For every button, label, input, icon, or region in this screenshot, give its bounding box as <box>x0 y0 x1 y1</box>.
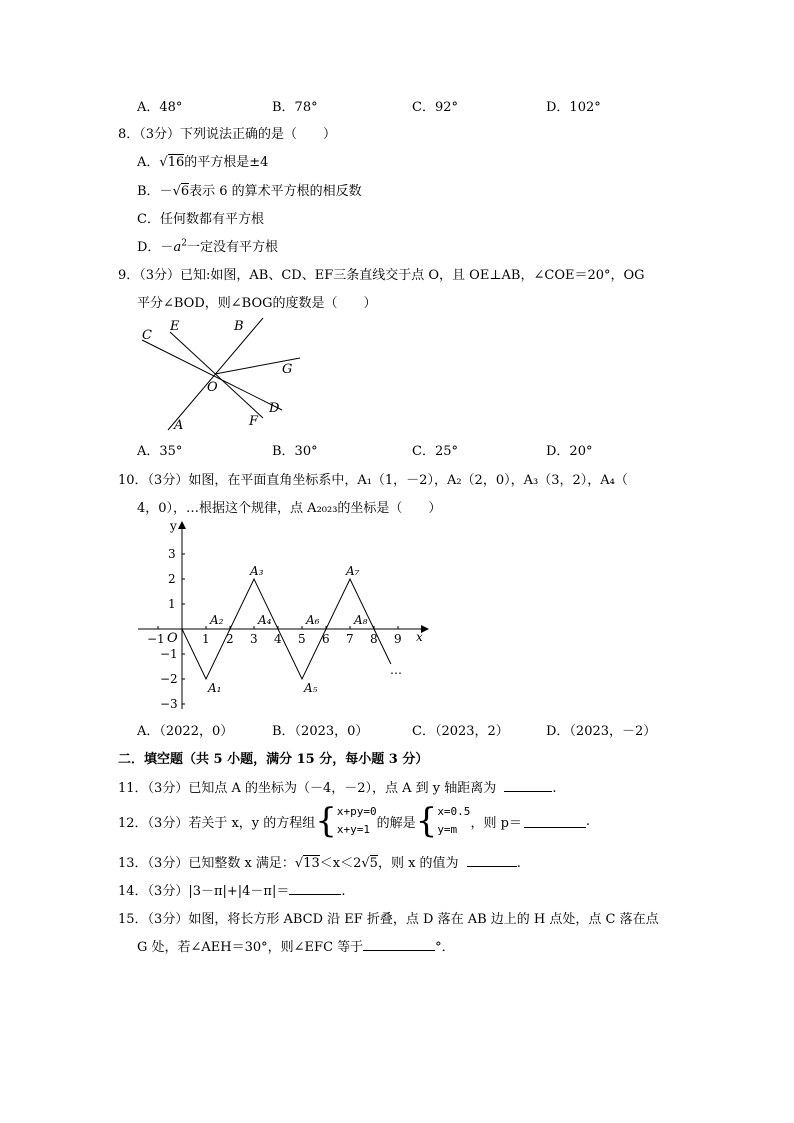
q10-line1: 10．（3分）如图，在平面直角坐标系中，A₁（1，－2），A₂（2，0），A₃（3，2），A₄（ <box>118 473 628 488</box>
q11-text: 11．（3分）已知点 A 的坐标为（－4，－2），点 A 到 y 轴距离为 <box>118 781 497 796</box>
x-tick-label: 2 <box>226 632 234 646</box>
q13-radicand-2: 5 <box>369 856 378 871</box>
q9-line1: 9．（3分）已知:如图，AB、CD、EF三条直线交于点 O，且 OE⊥AB，∠COE＝20°，OG <box>118 268 645 283</box>
q8-option-b <box>137 180 362 199</box>
x-tick-label: 6 <box>322 632 330 646</box>
q15-line2-text: G 处，若∠AEH＝30°，则∠EFC 等于 <box>137 940 364 955</box>
q13-prefix: 13．（3分）已知整数 x 满足： <box>118 856 295 871</box>
x-tick-label: 9 <box>394 632 402 646</box>
y-tick-label: 3 <box>168 547 176 561</box>
label-f: F <box>249 414 259 429</box>
point-label: A₂ <box>210 613 224 627</box>
system-2-row-2: y=m <box>437 823 458 836</box>
q9-figure <box>130 312 310 436</box>
q8-a-text: 的平方根是±4 <box>184 155 269 170</box>
q9-option-c: C．25° <box>412 444 458 459</box>
q11-answer-blank[interactable] <box>504 779 552 792</box>
section-2-title: 二．填空题（共 5 小题，满分 15 分，每小题 3 分） <box>118 752 429 767</box>
q8-option-d <box>137 236 278 255</box>
x-tick-label: 4 <box>274 632 282 646</box>
point-label: A₁ <box>208 681 222 695</box>
point-label: A₅ <box>304 681 318 695</box>
q7-option-a: A．48° <box>137 100 183 115</box>
q8-option-c: C．任何数都有平方根 <box>137 212 264 227</box>
q7-option-c: C．92° <box>412 100 458 115</box>
q15-end: °． <box>435 940 455 955</box>
q8-b-radicand: 6 <box>180 184 190 199</box>
q13-inequality: ＜x＜2 <box>319 856 362 871</box>
q9-option-d: D．20° <box>546 444 593 459</box>
q13-answer-blank[interactable] <box>467 854 517 867</box>
label-c: C <box>142 328 152 343</box>
q12-post: ，则 p＝ <box>470 815 522 831</box>
y-tick-label: −3 <box>160 697 178 711</box>
sqrt-symbol: √ <box>294 856 304 871</box>
q10-option-d: D．（2023，－2） <box>546 724 657 739</box>
q12 <box>118 801 590 841</box>
point-label: A₆ <box>306 613 320 627</box>
q15-answer-blank[interactable] <box>363 938 435 951</box>
q12-prefix: 12．（3分）若关于 x，y 的方程组 <box>118 815 316 831</box>
left-brace: { <box>315 801 337 841</box>
q12-answer-blank[interactable] <box>524 815 586 828</box>
q10-option-b: B．（2023，0） <box>272 724 369 739</box>
label-o: O <box>207 380 218 395</box>
label-b: B <box>234 319 244 334</box>
point-label: A₄ <box>258 613 272 627</box>
q12-system-1 <box>337 803 377 839</box>
q13-radicand-1: 13 <box>303 856 320 871</box>
line-ef <box>170 332 263 418</box>
label-a: A <box>174 418 184 433</box>
point-label: A₃ <box>250 564 264 578</box>
q8-stem: 8．（3分）下列说法正确的是（ ） <box>118 127 337 142</box>
label-e: E <box>170 319 180 334</box>
q8-b-prefix: B．－ <box>137 184 173 199</box>
q13-end: . <box>516 856 521 871</box>
system-2-row-1: x=0.5 <box>437 805 471 818</box>
q10-coordinate-chart <box>132 516 432 712</box>
continuation-ellipsis: … <box>390 663 402 677</box>
q7-option-b: B．78° <box>272 100 318 115</box>
q7-option-d: D．102° <box>546 100 601 115</box>
x-tick-label: 7 <box>346 632 354 646</box>
y-axis-label: y <box>170 519 177 533</box>
x-axis-label: x <box>416 630 423 644</box>
q8-a-prefix: A． <box>137 155 160 170</box>
q14 <box>118 880 346 899</box>
q8-a-radicand: 16 <box>167 155 185 170</box>
system-1-row-1: x+py=0 <box>336 805 377 818</box>
q8-b-text: 表示 6 的算术平方根的相反数 <box>189 184 362 199</box>
q11-end: . <box>552 781 557 796</box>
sqrt-symbol: √ <box>159 155 168 170</box>
x-tick-label: 3 <box>250 632 258 646</box>
y-tick-label: −2 <box>160 672 178 686</box>
q12-end: . <box>585 813 591 829</box>
sqrt-symbol: √ <box>172 184 181 199</box>
x-tick-label: −1 <box>147 632 165 646</box>
q12-mid: 的解是 <box>376 815 416 831</box>
q14-text: 14．（3分）|3－π|+|4－π|＝ <box>118 884 290 899</box>
line-cd <box>142 340 282 410</box>
point-label: A₇ <box>346 564 360 578</box>
q9-line2: 平分∠BOD，则∠BOG的度数是（ ） <box>137 296 377 311</box>
x-tick-label: 8 <box>370 632 378 646</box>
q13-post: ，则 x 的值为 <box>377 856 459 871</box>
q15-line1: 15．（3分）如图，将长方形 ABCD 沿 EF 折叠，点 D 落在 AB 边上的 H 点处，点 C 落在点 <box>118 912 659 927</box>
system-1-row-2: x+y=1 <box>336 823 371 836</box>
q11 <box>118 777 557 796</box>
origin-label: O <box>167 631 178 646</box>
label-g: G <box>282 362 293 377</box>
q14-answer-blank[interactable] <box>289 882 341 895</box>
q13 <box>118 852 521 871</box>
q8-d-prefix: D．－ <box>137 240 174 255</box>
q15-line2 <box>137 936 455 955</box>
q10-option-a: A．（2022，0） <box>137 724 234 739</box>
q8-d-var: a <box>173 240 182 255</box>
q9-option-b: B．30° <box>272 444 318 459</box>
q12-system-2 <box>437 803 470 839</box>
left-brace: { <box>415 801 438 841</box>
point-label: A₈ <box>354 613 368 627</box>
q8-d-text: 一定没有平方根 <box>186 240 278 255</box>
q8-d-exp: 2 <box>181 238 187 249</box>
y-tick-label: 2 <box>168 572 176 586</box>
q10-line2: 4，0），…根据这个规律，点 A₂₀₂₃的坐标是（ ） <box>137 501 442 516</box>
label-d: D <box>269 401 280 416</box>
x-tick-label: 5 <box>298 632 306 646</box>
q9-option-a: A．35° <box>137 444 183 459</box>
q14-end: . <box>341 884 346 899</box>
q10-option-c: C．（2023，2） <box>412 724 509 739</box>
sqrt-symbol: √ <box>361 856 370 871</box>
y-tick-label: 1 <box>168 597 176 611</box>
y-tick-label: −1 <box>160 647 178 661</box>
x-tick-label: 1 <box>202 632 210 646</box>
q8-option-a <box>137 151 268 170</box>
